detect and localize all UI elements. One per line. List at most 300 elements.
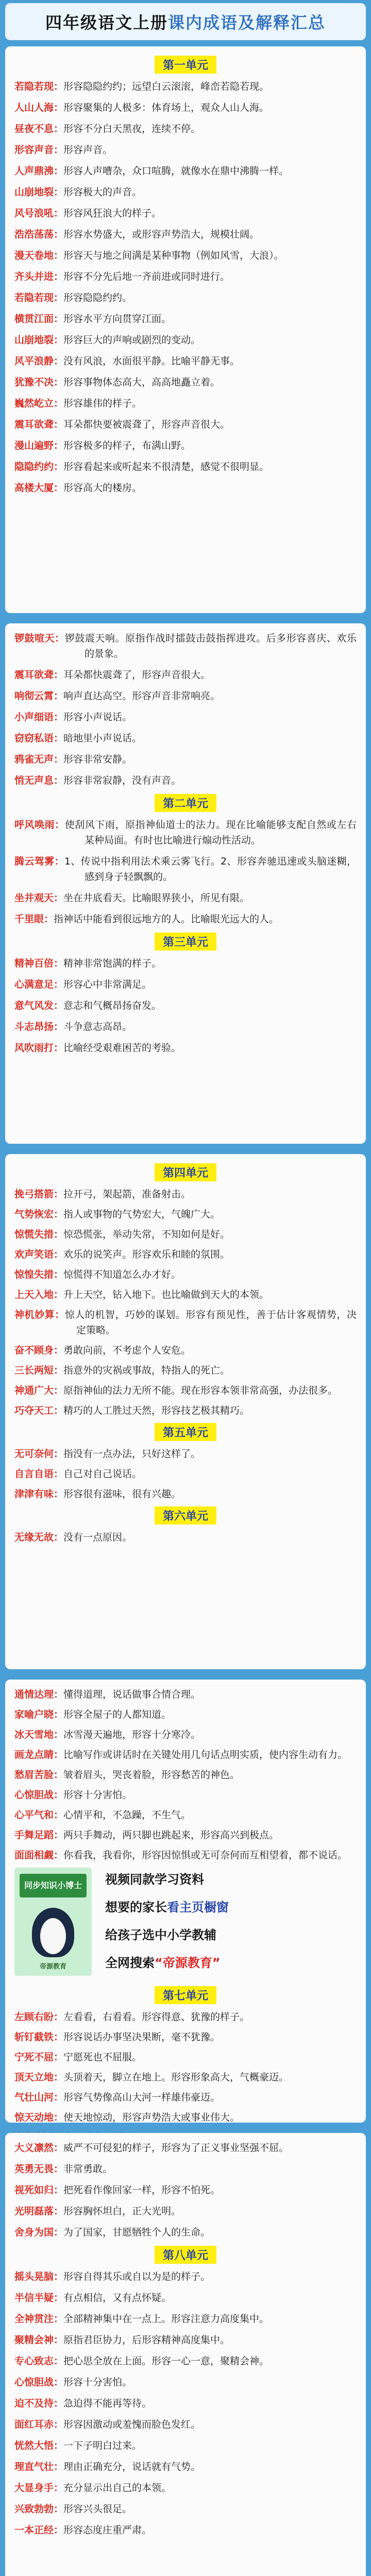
idiom-definition: 形容十分害怕。 xyxy=(63,1789,132,1801)
idiom-definition: 指神话中能看到很远地方的人。比喻眼光远大的人。 xyxy=(54,913,279,925)
entry-list xyxy=(14,631,357,788)
idiom-definition: 升上天空，钻入地下。也比喻做到天大的本领。 xyxy=(63,1289,269,1300)
entry-list xyxy=(14,1530,357,1545)
idiom-term: 悄无声息： xyxy=(14,775,64,786)
idiom-definition: 形容隐隐约约；远望白云滚滚，峰峦若隐若现。 xyxy=(63,81,269,92)
idiom-term: 精神百倍： xyxy=(14,958,64,969)
idiom-entry xyxy=(14,417,357,432)
idiom-term: 理直气壮： xyxy=(14,2461,64,2472)
idiom-entry xyxy=(14,248,357,263)
idiom-entry xyxy=(14,269,357,284)
idiom-entry xyxy=(14,2225,357,2240)
idiom-entry xyxy=(14,375,357,390)
idiom-entry xyxy=(14,438,357,453)
idiom-entry xyxy=(14,332,357,348)
idiom-entry xyxy=(14,2332,357,2348)
idiom-entry xyxy=(14,1466,357,1482)
idiom-entry xyxy=(14,709,357,725)
idiom-definition: 形容不分白天黑夜，连续不停。 xyxy=(63,123,201,134)
idiom-entry xyxy=(14,2480,357,2496)
idiom-entry xyxy=(14,1019,357,1035)
idiom-entry xyxy=(14,1530,357,1545)
idiom-term: 横贯江面： xyxy=(14,313,64,325)
idiom-definition: 没有一点原因。 xyxy=(63,1532,132,1543)
idiom-definition: 形容全屋子的人都知道。 xyxy=(63,1709,172,1720)
idiom-term: 呼风唤雨： xyxy=(14,819,65,831)
idiom-definition: 原指君臣协力，后形容精神高度集中。 xyxy=(63,2334,230,2346)
idiom-term: 山崩地裂： xyxy=(14,334,64,346)
idiom-definition: 指人或事物的气势宏大，气魄广大。 xyxy=(63,1209,221,1220)
panel-unit-8 xyxy=(5,2133,366,2576)
idiom-entry xyxy=(14,1287,357,1302)
idiom-entry xyxy=(14,1848,357,1863)
idiom-entry xyxy=(14,631,357,662)
idiom-term: 巧夺天工： xyxy=(14,1405,64,1416)
idiom-definition: 惊慌得不知道怎么办才好。 xyxy=(63,1269,181,1280)
idiom-term: 斩钉截铁： xyxy=(14,2031,64,2043)
idiom-definition: 形容水势盛大，或形容声势浩大，规模壮阔。 xyxy=(63,229,260,240)
idiom-entry xyxy=(14,353,357,369)
idiom-definition: 一下子明白过来。 xyxy=(63,2440,142,2451)
idiom-entry xyxy=(14,290,357,306)
promo-text xyxy=(105,1868,229,1981)
idiom-term: 画龙点睛： xyxy=(14,1749,64,1760)
idiom-term: 无可奈何： xyxy=(14,1448,64,1460)
idiom-term: 欢声笑语： xyxy=(14,1249,64,1260)
idiom-entry xyxy=(14,227,357,242)
idiom-definition: 坐在井底看天。比喻眼界狭小，所见有限。 xyxy=(63,892,250,904)
idiom-entry xyxy=(14,1827,357,1843)
idiom-entry xyxy=(14,1687,357,1702)
panel-unit-7 xyxy=(5,1680,366,2123)
idiom-definition: 非常勇敢。 xyxy=(63,2163,113,2175)
idiom-definition: 形容事物体态高大，高高地矗立着。 xyxy=(63,377,221,388)
idiom-definition: 形容极大的声音。 xyxy=(63,187,142,198)
idiom-definition: 形容雄伟的样子。 xyxy=(63,398,142,409)
promo-block xyxy=(14,1868,357,1981)
idiom-term: 千里眼： xyxy=(14,913,54,925)
idiom-definition: 1、传说中指利用法术乘云雾飞行。2、形容奔驰迅速或头脑迷糊，感到身子轻飘飘的。 xyxy=(64,856,357,883)
idiom-definition: 意志和气概昂扬奋发。 xyxy=(63,1000,162,1011)
idiom-term: 震耳欲聋： xyxy=(14,419,64,430)
book-cover-image xyxy=(14,1868,92,1976)
idiom-definition: 形容不分先后地一齐前进或同时进行。 xyxy=(63,271,230,282)
idiom-entry xyxy=(14,184,357,200)
idiom-definition: 形容人声嘈杂，众口喧腾，就像水在鼎中沸腾一样。 xyxy=(63,165,289,177)
unit-label: 第四单元 xyxy=(155,1163,216,1181)
idiom-term: 犹豫不决： xyxy=(14,377,64,388)
idiom-term: 舍身为国： xyxy=(14,2227,64,2238)
idiom-definition: 惊人的机智，巧妙的谋划。形容有预见性，善于估计客观情势，决定策略。 xyxy=(64,1309,357,1336)
idiom-definition: 锣鼓震天响。原指作战时擂鼓击鼓指挥进攻。后多形容喜庆、欢乐的景象。 xyxy=(64,633,357,659)
idiom-entry xyxy=(14,2182,357,2198)
idiom-term: 专心致志： xyxy=(14,2355,64,2367)
idiom-entry xyxy=(14,998,357,1013)
idiom-term: 手舞足蹈： xyxy=(14,1829,64,1841)
idiom-term: 惊天动地： xyxy=(14,2112,64,2123)
idiom-definition: 左看看，右看看。形容得意、犹豫的样子。 xyxy=(63,2011,250,2023)
idiom-term: 心惊胆战： xyxy=(14,1789,64,1801)
idiom-definition: 形容聚集的人极多：体育场上，观众人山人海。 xyxy=(63,102,269,113)
idiom-entry xyxy=(14,773,357,788)
idiom-definition: 耳朵都快震聋了，形容声音很大。 xyxy=(63,669,211,681)
idiom-term: 形容声音： xyxy=(14,144,64,156)
idiom-term: 大义凛然： xyxy=(14,2142,64,2154)
idiom-definition: 心情平和，不急躁，不生气。 xyxy=(63,1809,191,1821)
idiom-term: 英勇无畏： xyxy=(14,2163,64,2175)
idiom-term: 惊惶失措： xyxy=(14,1269,64,1280)
idiom-entry xyxy=(14,2110,357,2125)
idiom-term: 上天入地： xyxy=(14,1289,64,1300)
idiom-entry xyxy=(14,2417,357,2432)
idiom-entry xyxy=(14,396,357,411)
idiom-definition: 宁愿死也不屈服。 xyxy=(63,2052,142,2063)
idiom-term: 奋不顾身： xyxy=(14,1345,64,1356)
idiom-definition: 形容自得其乐或自以为是的样子。 xyxy=(63,2271,211,2282)
idiom-entry xyxy=(14,2049,357,2065)
idiom-entry xyxy=(14,1247,357,1262)
idiom-term: 山崩地裂： xyxy=(14,187,64,198)
idiom-term: 宁死不屈： xyxy=(14,2052,64,2063)
idiom-term: 昼夜不息： xyxy=(14,123,64,134)
idiom-definition: 理由正确充分，说话就有气势。 xyxy=(63,2461,201,2472)
idiom-entry xyxy=(14,977,357,992)
idiom-definition: 形容兴头很足。 xyxy=(63,2503,132,2515)
idiom-entry xyxy=(14,2161,357,2177)
idiom-definition: 指没有一点办法，只好这样了。 xyxy=(63,1448,201,1460)
idiom-entry xyxy=(14,2090,357,2105)
idiom-definition: 响声直达高空。形容声音非常响亮。 xyxy=(63,690,221,702)
idiom-term: 神机妙算： xyxy=(14,1309,65,1320)
idiom-entry xyxy=(14,2290,357,2306)
unit-label: 第五单元 xyxy=(155,1423,216,1441)
promo-line-4 xyxy=(105,1953,229,1973)
idiom-definition: 形容风狂浪大的样子。 xyxy=(63,208,162,219)
idiom-entry xyxy=(14,688,357,704)
idiom-entry xyxy=(14,1747,357,1762)
idiom-definition: 你看我，我看你，形容因惊惧或无可奈何而互相望着，都不说话。 xyxy=(63,1850,348,1861)
idiom-definition: 比喻经受艰难困苦的考验。 xyxy=(63,1042,181,1054)
idiom-entry xyxy=(14,2438,357,2453)
idiom-term: 心满意足： xyxy=(14,979,64,990)
idiom-definition: 指意外的灾祸或事故，特指人的死亡。 xyxy=(63,1365,230,1376)
unit-heading xyxy=(14,1986,357,2004)
unit-heading xyxy=(14,56,357,74)
promo-line-2b: 看主页橱窗 xyxy=(167,1900,229,1914)
title-part-1: 四年级语文上册 xyxy=(45,13,168,32)
idiom-entry xyxy=(14,2140,357,2156)
idiom-entry xyxy=(14,854,357,885)
idiom-term: 神通广大： xyxy=(14,1385,64,1396)
idiom-definition: 勇敢向前，不考虑个人安危。 xyxy=(63,1345,191,1356)
idiom-definition: 形容高大的楼房。 xyxy=(63,482,142,494)
idiom-definition: 耳朵都快要被震聋了，形容声音很大。 xyxy=(63,419,230,430)
unit-heading xyxy=(14,2246,357,2264)
idiom-definition: 冰雪漫天遍地，形容十分寒冷。 xyxy=(63,1729,201,1740)
idiom-definition: 懂得道理，说话做事合情合理。 xyxy=(63,1689,201,1700)
idiom-entry xyxy=(14,1363,357,1378)
idiom-term: 心平气和： xyxy=(14,1809,64,1821)
idiom-term: 愁眉苦脸： xyxy=(14,1769,64,1781)
idiom-entry xyxy=(14,100,357,115)
idiom-definition: 有点相信，又有点怀疑。 xyxy=(63,2292,172,2303)
idiom-term: 锣鼓喧天： xyxy=(14,633,65,644)
idiom-term: 一本正经： xyxy=(14,2524,64,2536)
idiom-definition: 形容胸怀坦白，正大光明。 xyxy=(63,2206,181,2217)
idiom-definition: 形容心中非常满足。 xyxy=(63,979,152,990)
idiom-entry xyxy=(14,2522,357,2538)
idiom-definition: 欢乐的说笑声。形容欢乐和睦的氛围。 xyxy=(63,1249,230,1260)
idiom-term: 面面相觑： xyxy=(14,1850,64,1861)
unit-heading xyxy=(14,933,357,951)
idiom-entry xyxy=(14,667,357,683)
idiom-entry xyxy=(14,1486,357,1502)
promo-line-3: 给孩子选中小学教辅 xyxy=(105,1928,216,1942)
idiom-entry xyxy=(14,142,357,158)
idiom-term: 风平浪静： xyxy=(14,355,64,367)
idiom-entry xyxy=(14,1307,357,1338)
idiom-entry xyxy=(14,1767,357,1783)
unit-heading xyxy=(14,1163,357,1181)
idiom-definition: 惊恐慌张，举动失常，不知如何是好。 xyxy=(63,1229,230,1240)
idiom-entry xyxy=(14,1207,357,1222)
idiom-term: 气势恢宏： xyxy=(14,1209,64,1220)
idiom-term: 漫山遍野： xyxy=(14,440,64,451)
entry-list xyxy=(14,1446,357,1502)
idiom-term: 人声鼎沸： xyxy=(14,165,64,177)
idiom-entry xyxy=(14,2353,357,2369)
idiom-definition: 急迫得不能再等待。 xyxy=(63,2398,152,2409)
idiom-term: 小声细语： xyxy=(14,711,64,723)
promo-line-1: 视频同款学习资料 xyxy=(105,1872,204,1887)
entry-list xyxy=(14,956,357,1056)
idiom-definition: 使天地惊动，形容声势浩大或事业伟大。 xyxy=(63,2112,240,2123)
entry-list xyxy=(14,817,357,927)
page-title xyxy=(45,10,326,33)
idiom-term: 坐井观天： xyxy=(14,892,64,904)
idiom-entry xyxy=(14,817,357,848)
idiom-entry xyxy=(14,1187,357,1202)
promo-line-4b: “帝源教育” xyxy=(155,1956,221,1970)
idiom-term: 自言自语： xyxy=(14,1468,64,1480)
entry-list xyxy=(14,1687,357,1863)
idiom-entry xyxy=(14,2311,357,2327)
book-title: 同步知识小博士 xyxy=(20,1874,87,1897)
entry-list xyxy=(14,2140,357,2240)
idiom-definition: 威严不可侵犯的样子，形容为了正义事业坚强不屈。 xyxy=(63,2142,289,2154)
idiom-term: 若隐若现： xyxy=(14,81,64,92)
idiom-term: 通情达理： xyxy=(14,1689,64,1700)
idiom-entry xyxy=(14,1403,357,1418)
idiom-entry xyxy=(14,311,357,327)
idiom-term: 挽弓搭箭： xyxy=(14,1189,64,1200)
idiom-entry xyxy=(14,2396,357,2411)
idiom-entry xyxy=(14,890,357,906)
idiom-term: 若隐若现： xyxy=(14,292,64,303)
idiom-entry xyxy=(14,1040,357,1056)
idiom-term: 隐隐约约： xyxy=(14,461,64,472)
idiom-definition: 比喻写作或讲话时在关键处用几句话点明实质，使内容生动有力。 xyxy=(63,1749,348,1760)
idiom-entry xyxy=(14,2009,357,2025)
idiom-definition: 形容说话办事坚决果断，毫不犹豫。 xyxy=(63,2031,221,2043)
unit-heading xyxy=(14,794,357,812)
idiom-definition: 没有风浪，水面很平静。比喻平静无事。 xyxy=(63,355,240,367)
idiom-term: 全神贯注： xyxy=(14,2313,64,2325)
panel-unit-1 xyxy=(5,46,366,613)
idiom-entry xyxy=(14,752,357,767)
idiom-entry xyxy=(14,956,357,971)
idiom-entry xyxy=(14,731,357,746)
idiom-term: 窃窃私语： xyxy=(14,733,64,744)
idiom-definition: 把心思全放在上面。形容一心一意，聚精会神。 xyxy=(63,2355,269,2367)
book-footer: 帝源教育 xyxy=(39,1963,66,1971)
idiom-entry xyxy=(14,2269,357,2284)
idiom-entry xyxy=(14,1727,357,1742)
idiom-term: 左顾右盼： xyxy=(14,2011,64,2023)
idiom-entry xyxy=(14,1343,357,1358)
idiom-term: 光明磊落： xyxy=(14,2206,64,2217)
idiom-term: 心惊胆战： xyxy=(14,2377,64,2388)
idiom-entry xyxy=(14,1383,357,1398)
entry-list xyxy=(14,79,357,496)
idiom-entry xyxy=(14,2029,357,2045)
idiom-entry xyxy=(14,206,357,221)
idiom-definition: 充分显示出自己的本领。 xyxy=(63,2482,172,2494)
idiom-term: 大显身手： xyxy=(14,2482,64,2494)
idiom-definition: 形容非常寂静，没有声音。 xyxy=(63,775,181,786)
idiom-definition: 形容态度庄重严肃。 xyxy=(63,2524,152,2536)
idiom-entry xyxy=(14,1707,357,1722)
idiom-term: 视死如归： xyxy=(14,2184,64,2196)
idiom-term: 面红耳赤： xyxy=(14,2419,64,2430)
idiom-entry xyxy=(14,480,357,496)
idiom-entry xyxy=(14,1267,357,1282)
idiom-entry xyxy=(14,1227,357,1242)
idiom-term: 冰天雪地： xyxy=(14,1729,64,1740)
idiom-definition: 形容因激动或羞愧而脸色发红。 xyxy=(63,2419,201,2430)
unit-label: 第七单元 xyxy=(155,1986,216,2004)
idiom-term: 顶天立地： xyxy=(14,2072,64,2083)
idiom-term: 风吹雨打： xyxy=(14,1042,64,1054)
entry-list xyxy=(14,1187,357,1418)
panel-unit-2-3 xyxy=(5,623,366,1144)
promo-line-4a: 全网搜索 xyxy=(105,1956,155,1970)
idiom-term: 震耳欲聋： xyxy=(14,669,64,681)
idiom-term: 腾云驾雾： xyxy=(14,856,64,867)
unit-label: 第二单元 xyxy=(155,794,216,812)
idiom-entry xyxy=(14,911,357,927)
idiom-term: 巍然屹立： xyxy=(14,398,64,409)
unit-label: 第八单元 xyxy=(155,2246,216,2264)
idiom-definition: 形容十分害怕。 xyxy=(63,2377,132,2388)
idiom-entry xyxy=(14,1807,357,1823)
idiom-definition: 形容隐隐约约。 xyxy=(63,292,132,303)
idiom-definition: 精神非常饱满的样子。 xyxy=(63,958,162,969)
idiom-definition: 形容气势像高山大河一样雄伟豪迈。 xyxy=(63,2092,221,2103)
unit-label: 第一单元 xyxy=(155,56,216,74)
unit-label: 第六单元 xyxy=(155,1506,216,1524)
entry-list xyxy=(14,2009,357,2145)
idiom-definition: 形容很有滋味，很有兴趣。 xyxy=(63,1488,181,1500)
promo-line-2a: 想要的家长 xyxy=(105,1900,167,1914)
idiom-definition: 形容巨大的声响或剧烈的变动。 xyxy=(63,334,201,346)
idiom-term: 兴致勃勃： xyxy=(14,2503,64,2515)
idiom-term: 迫不及待： xyxy=(14,2398,64,2409)
promo-line-2 xyxy=(105,1897,229,1917)
idiom-definition: 暗地里小声说话。 xyxy=(63,733,142,744)
idiom-entry xyxy=(14,2375,357,2390)
idiom-definition: 头顶着天，脚立在地上。形容形象高大，气概豪迈。 xyxy=(63,2072,289,2083)
idiom-entry xyxy=(14,1787,357,1803)
title-part-2: 课内成语及解释汇总 xyxy=(168,13,326,32)
idiom-term: 人山人海： xyxy=(14,102,64,113)
idiom-term: 斗志昂扬： xyxy=(14,1021,64,1032)
idiom-term: 鸦雀无声： xyxy=(14,754,64,765)
page-header xyxy=(5,3,366,40)
idiom-definition: 形容声音。 xyxy=(63,144,113,156)
idiom-term: 高楼大厦： xyxy=(14,482,64,494)
idiom-definition: 形容小声说话。 xyxy=(63,711,132,723)
idiom-entry xyxy=(14,2070,357,2085)
idiom-entry xyxy=(14,2459,357,2475)
idiom-term: 响彻云霄： xyxy=(14,690,64,702)
idiom-definition: 使刮风下雨，原指神仙道士的法力。现在比喻能够支配自然或左右某种局面。有时也比喻进行煽动性活动。 xyxy=(64,819,357,846)
idiom-definition: 形容天与地之间满是某种事物（例如风雪，大浪）。 xyxy=(63,250,284,261)
idiom-term: 恍然大悟： xyxy=(14,2440,64,2451)
unit-heading xyxy=(14,1423,357,1441)
idiom-definition: 全部精神集中在一点上。形容注意力高度集中。 xyxy=(63,2313,269,2325)
entry-list xyxy=(14,2269,357,2538)
idiom-term: 风号浪吼： xyxy=(14,208,64,219)
idiom-term: 半信半疑： xyxy=(14,2292,64,2303)
idiom-definition: 皱着眉头，哭丧着脸，形容愁苦的神色。 xyxy=(63,1769,240,1781)
idiom-term: 津津有味： xyxy=(14,1488,64,1500)
idiom-entry xyxy=(14,121,357,137)
panel-unit-4-6 xyxy=(5,1154,366,1669)
idiom-definition: 形容非常安静。 xyxy=(63,754,132,765)
idiom-definition: 拉开弓，架起箭，准备射击。 xyxy=(63,1189,191,1200)
idiom-entry xyxy=(14,163,357,179)
idiom-term: 浩浩荡荡： xyxy=(14,229,64,240)
idiom-definition: 为了国家，甘愿牺牲个人的生命。 xyxy=(63,2227,211,2238)
idiom-entry xyxy=(14,1446,357,1462)
idiom-definition: 把死看作像回家一样，形容不怕死。 xyxy=(63,2184,221,2196)
idiom-entry xyxy=(14,79,357,94)
idiom-definition: 斗争意志高昂。 xyxy=(63,1021,132,1032)
idiom-definition: 形容水平方向贯穿江面。 xyxy=(63,313,172,325)
unit-heading xyxy=(14,1506,357,1524)
unit-label: 第三单元 xyxy=(155,933,216,951)
idiom-term: 三长两短： xyxy=(14,1365,64,1376)
idiom-entry xyxy=(14,459,357,474)
idiom-term: 家喻户晓： xyxy=(14,1709,64,1720)
idiom-term: 漫天卷地： xyxy=(14,250,64,261)
idiom-definition: 精巧的人工胜过天然，形容技艺极其精巧。 xyxy=(63,1405,250,1416)
idiom-definition: 原指神仙的法力无所不能。现在形容本领非常高强，办法很多。 xyxy=(63,1385,338,1396)
idiom-term: 聚精会神： xyxy=(14,2334,64,2346)
idiom-definition: 形容看起来或听起来不很清楚，感觉不很明显。 xyxy=(63,461,269,472)
idiom-term: 无缘无故： xyxy=(14,1532,64,1543)
idiom-definition: 两只手舞动，两只脚也跳起来，形容高兴到极点。 xyxy=(63,1829,279,1841)
idiom-term: 惊慌失措： xyxy=(14,1229,64,1240)
penguin-belly-icon xyxy=(40,1918,66,1954)
idiom-entry xyxy=(14,2501,357,2517)
idiom-definition: 形容极多的样子，布满山野。 xyxy=(63,440,191,451)
idiom-term: 齐头并进： xyxy=(14,271,64,282)
idiom-definition: 自己对自己说话。 xyxy=(63,1468,142,1480)
idiom-term: 意气风发： xyxy=(14,1000,64,1011)
idiom-entry xyxy=(14,2204,357,2219)
